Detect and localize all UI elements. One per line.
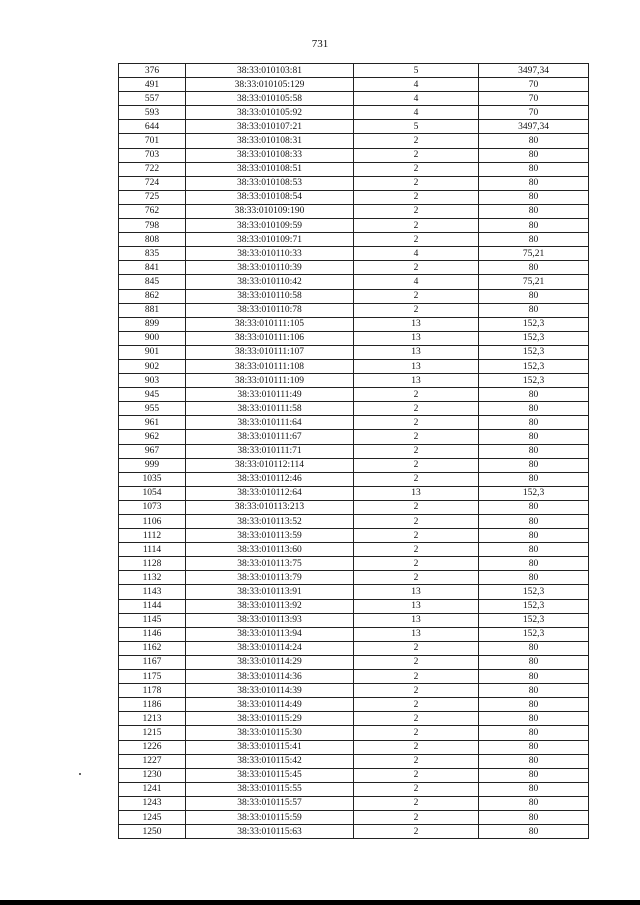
row-number-cell: 900 <box>119 331 186 345</box>
area-cell: 80 <box>479 740 589 754</box>
count-cell: 13 <box>354 331 479 345</box>
cadastral-number-cell: 38:33:010112:114 <box>186 458 354 472</box>
row-number-cell: 644 <box>119 120 186 134</box>
area-cell: 80 <box>479 684 589 698</box>
table-row <box>119 134 589 148</box>
row-number-cell: 1073 <box>119 500 186 514</box>
area-cell: 80 <box>479 543 589 557</box>
count-cell: 2 <box>354 233 479 247</box>
table-row <box>119 486 589 500</box>
area-cell: 152,3 <box>479 359 589 373</box>
table-row <box>119 529 589 543</box>
area-cell: 70 <box>479 106 589 120</box>
area-cell: 80 <box>479 402 589 416</box>
data-table <box>118 63 589 839</box>
row-number-cell: 902 <box>119 359 186 373</box>
area-cell: 80 <box>479 303 589 317</box>
row-number-cell: 1215 <box>119 726 186 740</box>
row-number-cell: 1226 <box>119 740 186 754</box>
area-cell: 80 <box>479 219 589 233</box>
table-row <box>119 585 589 599</box>
area-cell: 152,3 <box>479 613 589 627</box>
area-cell: 80 <box>479 796 589 810</box>
table-row <box>119 627 589 641</box>
cadastral-number-cell: 38:33:010111:108 <box>186 359 354 373</box>
cadastral-number-cell: 38:33:010113:60 <box>186 543 354 557</box>
row-number-cell: 1178 <box>119 684 186 698</box>
count-cell: 5 <box>354 64 479 78</box>
cadastral-number-cell: 38:33:010114:49 <box>186 698 354 712</box>
row-number-cell: 903 <box>119 374 186 388</box>
cadastral-number-cell: 38:33:010115:42 <box>186 754 354 768</box>
cadastral-number-cell: 38:33:010114:24 <box>186 641 354 655</box>
cadastral-number-cell: 38:33:010105:129 <box>186 78 354 92</box>
area-cell: 80 <box>479 430 589 444</box>
area-cell: 80 <box>479 261 589 275</box>
count-cell: 13 <box>354 486 479 500</box>
row-number-cell: 901 <box>119 345 186 359</box>
table-row <box>119 303 589 317</box>
count-cell: 2 <box>354 782 479 796</box>
row-number-cell: 1213 <box>119 712 186 726</box>
table-row <box>119 388 589 402</box>
row-number-cell: 955 <box>119 402 186 416</box>
area-cell: 80 <box>479 825 589 839</box>
area-cell: 80 <box>479 458 589 472</box>
area-cell: 152,3 <box>479 317 589 331</box>
row-number-cell: 945 <box>119 388 186 402</box>
table-row <box>119 176 589 190</box>
count-cell: 2 <box>354 726 479 740</box>
page-number: 731 <box>311 38 329 50</box>
table-row <box>119 190 589 204</box>
area-cell: 80 <box>479 655 589 669</box>
area-cell: 80 <box>479 134 589 148</box>
count-cell: 4 <box>354 106 479 120</box>
table-row <box>119 416 589 430</box>
table-row <box>119 782 589 796</box>
count-cell: 5 <box>354 120 479 134</box>
row-number-cell: 967 <box>119 444 186 458</box>
row-number-cell: 1132 <box>119 571 186 585</box>
row-number-cell: 593 <box>119 106 186 120</box>
cadastral-number-cell: 38:33:010109:71 <box>186 233 354 247</box>
area-cell: 75,21 <box>479 275 589 289</box>
table-row <box>119 317 589 331</box>
count-cell: 2 <box>354 543 479 557</box>
cadastral-number-cell: 38:33:010115:59 <box>186 810 354 824</box>
row-number-cell: 376 <box>119 64 186 78</box>
area-cell: 152,3 <box>479 345 589 359</box>
cadastral-number-cell: 38:33:010112:46 <box>186 472 354 486</box>
row-number-cell: 1145 <box>119 613 186 627</box>
cadastral-number-cell: 38:33:010115:41 <box>186 740 354 754</box>
area-cell: 80 <box>479 641 589 655</box>
cadastral-number-cell: 38:33:010113:92 <box>186 599 354 613</box>
row-number-cell: 1106 <box>119 515 186 529</box>
area-cell: 80 <box>479 289 589 303</box>
cadastral-number-cell: 38:33:010110:42 <box>186 275 354 289</box>
row-number-cell: 1175 <box>119 670 186 684</box>
row-number-cell: 1146 <box>119 627 186 641</box>
row-number-cell: 1143 <box>119 585 186 599</box>
table-row <box>119 472 589 486</box>
table-row <box>119 261 589 275</box>
row-number-cell: 725 <box>119 190 186 204</box>
count-cell: 2 <box>354 289 479 303</box>
count-cell: 2 <box>354 712 479 726</box>
cadastral-number-cell: 38:33:010110:39 <box>186 261 354 275</box>
area-cell: 80 <box>479 190 589 204</box>
area-cell: 75,21 <box>479 247 589 261</box>
table-body <box>119 64 589 839</box>
table-row <box>119 247 589 261</box>
area-cell: 80 <box>479 176 589 190</box>
row-number-cell: 962 <box>119 430 186 444</box>
table-row <box>119 796 589 810</box>
count-cell: 2 <box>354 458 479 472</box>
row-number-cell: 722 <box>119 162 186 176</box>
count-cell: 2 <box>354 219 479 233</box>
table-row <box>119 219 589 233</box>
row-number-cell: 701 <box>119 134 186 148</box>
row-number-cell: 961 <box>119 416 186 430</box>
area-cell: 80 <box>479 416 589 430</box>
area-cell: 3497,34 <box>479 64 589 78</box>
cadastral-number-cell: 38:33:010113:75 <box>186 557 354 571</box>
count-cell: 13 <box>354 613 479 627</box>
cadastral-number-cell: 38:33:010111:67 <box>186 430 354 444</box>
cadastral-number-cell: 38:33:010112:64 <box>186 486 354 500</box>
row-number-cell: 835 <box>119 247 186 261</box>
count-cell: 2 <box>354 134 479 148</box>
row-number-cell: 862 <box>119 289 186 303</box>
table-row <box>119 726 589 740</box>
count-cell: 2 <box>354 162 479 176</box>
row-number-cell: 557 <box>119 92 186 106</box>
row-number-cell: 762 <box>119 204 186 218</box>
area-cell: 152,3 <box>479 599 589 613</box>
area-cell: 80 <box>479 472 589 486</box>
row-number-cell: 1144 <box>119 599 186 613</box>
area-cell: 80 <box>479 754 589 768</box>
row-number-cell: 1243 <box>119 796 186 810</box>
cadastral-number-cell: 38:33:010115:55 <box>186 782 354 796</box>
count-cell: 2 <box>354 472 479 486</box>
count-cell: 2 <box>354 500 479 514</box>
cadastral-table <box>118 63 588 839</box>
row-number-cell: 1112 <box>119 529 186 543</box>
cadastral-number-cell: 38:33:010111:58 <box>186 402 354 416</box>
table-row <box>119 740 589 754</box>
table-row <box>119 684 589 698</box>
count-cell: 13 <box>354 345 479 359</box>
count-cell: 2 <box>354 515 479 529</box>
count-cell: 2 <box>354 810 479 824</box>
table-row <box>119 78 589 92</box>
cadastral-number-cell: 38:33:010114:29 <box>186 655 354 669</box>
table-row <box>119 120 589 134</box>
table-row <box>119 162 589 176</box>
cadastral-number-cell: 38:33:010108:33 <box>186 148 354 162</box>
count-cell: 13 <box>354 374 479 388</box>
row-number-cell: 1241 <box>119 782 186 796</box>
count-cell: 13 <box>354 627 479 641</box>
count-cell: 2 <box>354 388 479 402</box>
count-cell: 2 <box>354 444 479 458</box>
count-cell: 4 <box>354 247 479 261</box>
row-number-cell: 1186 <box>119 698 186 712</box>
table-row <box>119 571 589 585</box>
table-row <box>119 543 589 557</box>
cadastral-number-cell: 38:33:010111:71 <box>186 444 354 458</box>
count-cell: 4 <box>354 92 479 106</box>
count-cell: 2 <box>354 529 479 543</box>
table-row <box>119 444 589 458</box>
cadastral-number-cell: 38:33:010111:106 <box>186 331 354 345</box>
area-cell: 80 <box>479 388 589 402</box>
area-cell: 152,3 <box>479 374 589 388</box>
table-row <box>119 359 589 373</box>
area-cell: 80 <box>479 148 589 162</box>
table-row <box>119 825 589 839</box>
row-number-cell: 881 <box>119 303 186 317</box>
count-cell: 2 <box>354 303 479 317</box>
count-cell: 2 <box>354 655 479 669</box>
cadastral-number-cell: 38:33:010113:52 <box>186 515 354 529</box>
count-cell: 2 <box>354 698 479 712</box>
cadastral-number-cell: 38:33:010109:59 <box>186 219 354 233</box>
count-cell: 4 <box>354 78 479 92</box>
count-cell: 2 <box>354 176 479 190</box>
table-row <box>119 402 589 416</box>
cadastral-number-cell: 38:33:010110:78 <box>186 303 354 317</box>
cadastral-number-cell: 38:33:010105:58 <box>186 92 354 106</box>
table-row <box>119 275 589 289</box>
table-row <box>119 500 589 514</box>
area-cell: 80 <box>479 782 589 796</box>
scan-bottom-edge <box>0 900 640 905</box>
cadastral-number-cell: 38:33:010110:58 <box>186 289 354 303</box>
row-number-cell: 1035 <box>119 472 186 486</box>
cadastral-number-cell: 38:33:010109:190 <box>186 204 354 218</box>
area-cell: 80 <box>479 515 589 529</box>
cadastral-number-cell: 38:33:010108:53 <box>186 176 354 190</box>
row-number-cell: 724 <box>119 176 186 190</box>
cadastral-number-cell: 38:33:010111:107 <box>186 345 354 359</box>
cadastral-number-cell: 38:33:010113:79 <box>186 571 354 585</box>
area-cell: 80 <box>479 444 589 458</box>
table-row <box>119 345 589 359</box>
area-cell: 80 <box>479 529 589 543</box>
table-row <box>119 754 589 768</box>
count-cell: 13 <box>354 599 479 613</box>
table-row <box>119 557 589 571</box>
area-cell: 80 <box>479 768 589 782</box>
area-cell: 80 <box>479 500 589 514</box>
count-cell: 2 <box>354 796 479 810</box>
area-cell: 80 <box>479 698 589 712</box>
row-number-cell: 845 <box>119 275 186 289</box>
row-number-cell: 1245 <box>119 810 186 824</box>
cadastral-number-cell: 38:33:010115:29 <box>186 712 354 726</box>
cadastral-number-cell: 38:33:010105:92 <box>186 106 354 120</box>
area-cell: 80 <box>479 557 589 571</box>
cadastral-number-cell: 38:33:010108:51 <box>186 162 354 176</box>
cadastral-number-cell: 38:33:010108:31 <box>186 134 354 148</box>
cadastral-number-cell: 38:33:010115:30 <box>186 726 354 740</box>
count-cell: 2 <box>354 148 479 162</box>
table-row <box>119 655 589 669</box>
row-number-cell: 999 <box>119 458 186 472</box>
area-cell: 152,3 <box>479 585 589 599</box>
cadastral-number-cell: 38:33:010107:21 <box>186 120 354 134</box>
row-number-cell: 899 <box>119 317 186 331</box>
count-cell: 2 <box>354 261 479 275</box>
row-number-cell: 1054 <box>119 486 186 500</box>
cadastral-number-cell: 38:33:010111:64 <box>186 416 354 430</box>
table-row <box>119 289 589 303</box>
area-cell: 152,3 <box>479 627 589 641</box>
cadastral-number-cell: 38:33:010110:33 <box>186 247 354 261</box>
table-row <box>119 106 589 120</box>
cadastral-number-cell: 38:33:010113:93 <box>186 613 354 627</box>
cadastral-number-cell: 38:33:010111:109 <box>186 374 354 388</box>
table-row <box>119 599 589 613</box>
area-cell: 80 <box>479 233 589 247</box>
count-cell: 4 <box>354 275 479 289</box>
cadastral-number-cell: 38:33:010114:36 <box>186 670 354 684</box>
table-row <box>119 698 589 712</box>
table-row <box>119 515 589 529</box>
count-cell: 2 <box>354 670 479 684</box>
table-row <box>119 148 589 162</box>
table-row <box>119 768 589 782</box>
area-cell: 80 <box>479 726 589 740</box>
row-number-cell: 808 <box>119 233 186 247</box>
cadastral-number-cell: 38:33:010115:57 <box>186 796 354 810</box>
row-number-cell: 798 <box>119 219 186 233</box>
scan-speck <box>79 773 81 775</box>
count-cell: 2 <box>354 571 479 585</box>
count-cell: 2 <box>354 740 479 754</box>
table-row <box>119 810 589 824</box>
count-cell: 2 <box>354 768 479 782</box>
cadastral-number-cell: 38:33:010113:91 <box>186 585 354 599</box>
count-cell: 2 <box>354 754 479 768</box>
area-cell: 152,3 <box>479 486 589 500</box>
count-cell: 13 <box>354 359 479 373</box>
area-cell: 70 <box>479 92 589 106</box>
count-cell: 2 <box>354 402 479 416</box>
count-cell: 2 <box>354 641 479 655</box>
cadastral-number-cell: 38:33:010108:54 <box>186 190 354 204</box>
table-row <box>119 204 589 218</box>
table-row <box>119 641 589 655</box>
table-row <box>119 331 589 345</box>
table-row <box>119 613 589 627</box>
area-cell: 70 <box>479 78 589 92</box>
table-row <box>119 374 589 388</box>
cadastral-number-cell: 38:33:010113:213 <box>186 500 354 514</box>
count-cell: 2 <box>354 684 479 698</box>
cadastral-number-cell: 38:33:010113:94 <box>186 627 354 641</box>
count-cell: 13 <box>354 585 479 599</box>
row-number-cell: 1114 <box>119 543 186 557</box>
row-number-cell: 1128 <box>119 557 186 571</box>
cadastral-number-cell: 38:33:010115:45 <box>186 768 354 782</box>
count-cell: 13 <box>354 317 479 331</box>
area-cell: 80 <box>479 162 589 176</box>
cadastral-number-cell: 38:33:010103:81 <box>186 64 354 78</box>
cadastral-number-cell: 38:33:010111:105 <box>186 317 354 331</box>
table-row <box>119 458 589 472</box>
cadastral-number-cell: 38:33:010114:39 <box>186 684 354 698</box>
area-cell: 3497,34 <box>479 120 589 134</box>
count-cell: 2 <box>354 430 479 444</box>
area-cell: 80 <box>479 712 589 726</box>
row-number-cell: 491 <box>119 78 186 92</box>
area-cell: 80 <box>479 571 589 585</box>
table-row <box>119 712 589 726</box>
count-cell: 2 <box>354 190 479 204</box>
area-cell: 80 <box>479 670 589 684</box>
row-number-cell: 841 <box>119 261 186 275</box>
table-row <box>119 430 589 444</box>
table-row <box>119 64 589 78</box>
cadastral-number-cell: 38:33:010111:49 <box>186 388 354 402</box>
count-cell: 2 <box>354 204 479 218</box>
row-number-cell: 1162 <box>119 641 186 655</box>
table-row <box>119 233 589 247</box>
row-number-cell: 1227 <box>119 754 186 768</box>
row-number-cell: 1167 <box>119 655 186 669</box>
area-cell: 152,3 <box>479 331 589 345</box>
table-row <box>119 92 589 106</box>
row-number-cell: 1230 <box>119 768 186 782</box>
count-cell: 2 <box>354 557 479 571</box>
area-cell: 80 <box>479 204 589 218</box>
table-row <box>119 670 589 684</box>
area-cell: 80 <box>479 810 589 824</box>
cadastral-number-cell: 38:33:010113:59 <box>186 529 354 543</box>
row-number-cell: 703 <box>119 148 186 162</box>
count-cell: 2 <box>354 825 479 839</box>
count-cell: 2 <box>354 416 479 430</box>
cadastral-number-cell: 38:33:010115:63 <box>186 825 354 839</box>
row-number-cell: 1250 <box>119 825 186 839</box>
